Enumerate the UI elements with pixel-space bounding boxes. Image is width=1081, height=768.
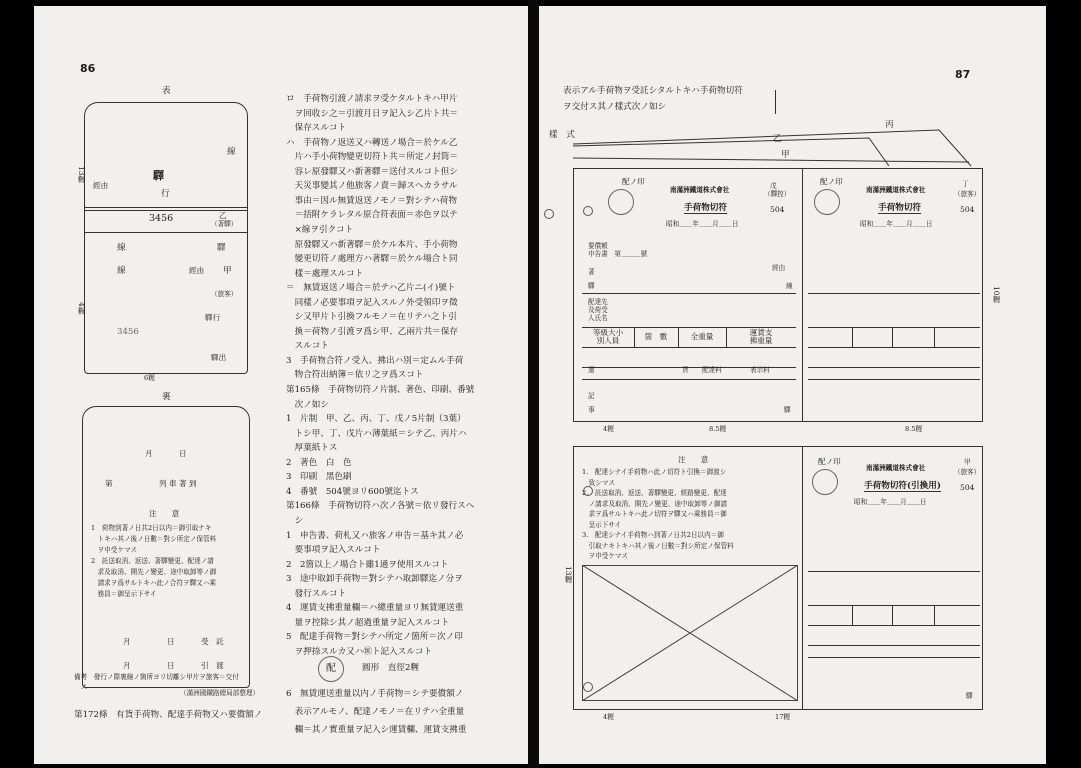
station-label: 驛 xyxy=(784,406,791,414)
text-line: 求及取消、開先ノ變更、途中取卸等ノ御 xyxy=(91,568,217,576)
void-cross xyxy=(582,565,798,701)
dim-label: 4糎 xyxy=(77,302,86,315)
layer-label-kou: 甲 xyxy=(781,150,790,160)
sender-mark: （著驛） xyxy=(211,220,238,228)
text-line: 容レ原發驛又ハ新著驛＝送付スルコト但シ xyxy=(286,166,458,177)
field-label: 人氏名 xyxy=(588,314,608,322)
style-label: 樣 式 xyxy=(549,130,575,140)
text-line: 2. 託送取消、返送、著驛變更、經路變更、配達 xyxy=(582,489,727,497)
page-number: 86 xyxy=(80,62,96,75)
text-line: スルコト xyxy=(286,341,329,352)
text-line: 求ヲ爲サルトキハ此ノ切符ヲ驛又ハ乘務員＝御 xyxy=(582,510,727,518)
page-number: 87 xyxy=(955,68,971,81)
footnote-line: ス xyxy=(74,683,88,691)
remarks-label: 記 xyxy=(588,392,595,400)
field-label: 線 xyxy=(786,282,793,290)
text-line: 3 印刷 黑色刷 xyxy=(286,472,352,483)
punch-hole xyxy=(583,486,593,496)
form-line-label: 線 xyxy=(227,147,236,157)
stamp-circle xyxy=(318,656,344,682)
fare-label: 運 xyxy=(588,366,595,374)
ticket-date: 昭和＿＿年＿＿月＿＿日 xyxy=(860,220,933,228)
kou-label: 甲 xyxy=(964,458,971,466)
field-label: 經由 xyxy=(772,264,786,272)
receipt-month: 月 xyxy=(123,637,131,646)
layered-sheets xyxy=(539,6,1046,176)
copy-mark: （驛控） xyxy=(764,190,791,198)
text-line: 物合符出納簿＝依リ之ヲ爲スコト xyxy=(286,370,424,381)
punch-hole xyxy=(583,206,593,216)
text-line: 2 著色 白 色 xyxy=(286,457,352,468)
ticket-number: 504 xyxy=(770,205,785,214)
ticket-number: 3456 xyxy=(149,213,174,224)
form-station-label: 驛 xyxy=(217,243,226,253)
text-line: 4 番號 504號ヨリ600號迄トス xyxy=(286,486,419,497)
notice-title: 注 意 xyxy=(149,509,180,518)
item6-line: 表示アルモノ、配達ノモノ＝在リテハ全重量 xyxy=(286,707,465,717)
ticket-date: 昭和＿＿年＿＿月＿＿日 xyxy=(666,220,739,228)
ticket-bottom xyxy=(573,446,983,710)
display-fee-label: 表示料 xyxy=(750,366,770,374)
text-line: 5 配達手荷物＝對シテハ所定ノ箇所＝次ノ印 xyxy=(286,632,463,643)
col-count: 箇 數 xyxy=(644,332,668,341)
text-line: 樣＝處理スルコト xyxy=(286,268,364,279)
col-weight: 全重量 xyxy=(690,332,714,341)
item6-line: 6 無賃運送重量以内ノ手荷物＝シテ要償額ノ xyxy=(286,689,464,699)
form-station: 驛 xyxy=(153,169,164,182)
company-name: 南滿洲鐵道株式會社 xyxy=(670,186,730,194)
book-gutter xyxy=(528,0,539,768)
text-line: 片ハ手小荷物變更切符ト共＝所定ノ封筒＝ xyxy=(286,152,458,163)
back-day: 日 xyxy=(179,449,187,458)
text-line: シ又甲片ト引換フルモノ＝在リテハ之ト引 xyxy=(286,312,457,323)
text-line: 3 手荷物合符ノ受入、拂出ハ別＝定ムル手荷 xyxy=(286,355,464,366)
company-name: 南滿洲鐵道株式會社 xyxy=(866,186,926,194)
form-line-label: 線 xyxy=(117,243,126,253)
text-line: ヲ申受ケマス xyxy=(91,546,138,554)
text-line: 1 荷物到著ノ日共2日以内＝御引取ナキ xyxy=(91,524,212,532)
delivery-label: 引 渡 xyxy=(201,661,224,670)
form-front xyxy=(84,102,248,374)
text-line: ノ請求及取消、開先ノ變更、途中取卸等ノ御請 xyxy=(582,499,728,508)
front-label: 表 xyxy=(162,86,171,96)
text-line: 換＝荷物ノ引渡ヲ爲シ甲、乙兩片共＝保存 xyxy=(286,326,458,337)
ticket-number: 504 xyxy=(960,483,975,492)
seal-circle xyxy=(812,469,838,495)
text-line: 原發驛又ハ新著驛＝於ケル本片、手小荷物 xyxy=(286,239,458,250)
col-class: 等級大小 別人員 xyxy=(592,328,624,345)
left-page xyxy=(34,6,528,764)
dim-label: 13糎 xyxy=(564,566,573,584)
car-arrival-label: 列 車 著 到 xyxy=(159,479,197,488)
fare-label: 賃 xyxy=(682,366,689,374)
text-line: ヲ回收シ之＝引渡月日ヲ記入シ乙片ト共＝ xyxy=(286,108,458,119)
field-label: 申告書 第＿＿＿號 xyxy=(588,250,648,258)
form-issued: 驛出 xyxy=(211,353,227,362)
dim-label: 6糎 xyxy=(144,374,155,382)
text-line: シ xyxy=(286,515,304,526)
dim-label: 13糎 xyxy=(77,166,86,184)
header-line: ヲ交付ス其ノ樣式次ノ如シ xyxy=(563,102,667,112)
text-line: 保存スルコト xyxy=(286,123,347,134)
seal-circle xyxy=(814,189,840,215)
text-line: 天災事變其ノ他旅客ノ責＝歸スヘカラサル xyxy=(286,181,458,192)
field-label: 配達先 xyxy=(588,298,608,306)
form-back xyxy=(82,406,250,688)
company-name: 南滿洲鐵道株式會社 xyxy=(866,464,926,472)
seal-circle xyxy=(608,189,634,215)
back-label: 裏 xyxy=(162,392,171,402)
dim-label: 8.5糎 xyxy=(905,425,923,433)
text-line: ロ 手荷物引渡ノ請求ヲ受ケタルトキハ甲片 xyxy=(286,94,458,104)
form-via: 經由 xyxy=(93,181,109,190)
text-line: ヲ押捺スルカ又ハ㊩ト記入スルコト xyxy=(286,646,433,657)
punch-hole xyxy=(583,682,593,692)
otsu-mark: 乙 xyxy=(219,211,227,220)
seal-label: 配ノ印 xyxy=(820,177,843,186)
text-line: 1 申告書、荷札又ハ旅客ノ申告＝基キ其ノ必 xyxy=(286,530,464,541)
ticket-number: 504 xyxy=(960,205,975,214)
receipt-day: 日 xyxy=(167,637,175,646)
text-line: 第165條 手荷物切符ノ片制、著色、印刷、番號 xyxy=(286,385,475,395)
dim-label: 4糎 xyxy=(603,425,614,433)
field-label: 著 xyxy=(588,268,595,276)
text-line: 厚葉紙トス xyxy=(286,443,338,454)
car-no-label: 第 xyxy=(105,479,113,488)
ticket-title: 手荷物切符 xyxy=(684,203,727,213)
field-label: 要償額 xyxy=(588,242,608,250)
form-via: 經由 xyxy=(189,266,205,275)
text-line: 引取ナキトキハ其ノ後ノ日數＝對シ所定ノ保管料 xyxy=(582,541,734,550)
layer-label-bo: 戊 xyxy=(770,182,777,190)
text-line: 請求ヲ爲サルトキハ此ノ合符ヲ驛又ハ乘 xyxy=(91,579,216,587)
text-line: ＝括附ケラレタル原合符表面＝赤色ヲ以テ xyxy=(286,210,458,221)
field-label: 驛 xyxy=(588,282,595,290)
text-line: ＝ 無賃返送ノ場合＝於テハ乙片ニ(イ)號ト xyxy=(286,283,456,294)
text-line: 1. 配達シナイ手荷物ハ此ノ切符ト引換＝御渡シ xyxy=(582,468,727,476)
text-line: 1 片制 甲、乙、丙、丁、戊ノ5片制（3葉） xyxy=(286,414,466,425)
item6-line: 欄＝其ノ實重量ヲ記入シ運賃欄、運賃支拂重 xyxy=(286,725,467,735)
text-line: 務員＝御呈示下サイ xyxy=(91,590,157,598)
form-line-label: 線 xyxy=(117,266,126,276)
text-line: 呈示下サイ xyxy=(582,520,622,529)
text-line: トキハ其ノ後ノ日數＝對シ所定ノ保管料 xyxy=(91,535,217,543)
footnote-line: （滿洲國鐵路總局部整理） xyxy=(180,689,260,697)
text-line: 量ヲ控除シ其ノ超過重量ヲ記入スルコト xyxy=(286,617,450,628)
text-line: ヲ申受ケマス xyxy=(582,552,629,560)
field-label: 及荷受 xyxy=(588,306,608,314)
article-172: 第172條 有貨手荷物、配達手荷物又ハ要償額ノ xyxy=(74,710,263,720)
receipt-label: 受 託 xyxy=(201,637,224,646)
text-line: 變更切符ノ處理方ハ著驛＝於ケル場合ト同 xyxy=(286,254,458,265)
seal-label: 配ノ印 xyxy=(818,457,841,466)
delivery-month: 月 xyxy=(123,661,131,670)
back-month: 月 xyxy=(145,449,153,458)
kou-mark: 甲 xyxy=(223,266,232,276)
text-line: 第166條 手荷物切符ハ次ノ各號＝依リ發行スヘ xyxy=(286,501,475,512)
seal-label: 配ノ印 xyxy=(622,177,645,186)
text-line: ×線ヲ引クコト xyxy=(286,224,354,235)
text-line: 致シマス xyxy=(582,478,615,487)
text-line: 要事項ヲ記入スルコト xyxy=(286,545,381,556)
header-line: 表示アル手荷物ヲ受託シタルトキハ手荷物切符 xyxy=(563,86,743,96)
dim-label: 17糎 xyxy=(775,713,790,721)
text-line: 次ノ如シ xyxy=(286,399,329,410)
text-line: 2 託送取消、返送、著驛變更、配達ノ請 xyxy=(91,557,214,565)
notice-title: 注 意 xyxy=(678,455,709,464)
right-page xyxy=(539,6,1046,764)
stamp-caption: 圓形 直徑2糎 xyxy=(362,663,420,673)
form-dest: 驛行 xyxy=(205,313,221,322)
text-line: トシ甲、丁、戊片ハ薄葉紙＝シテ乙、丙片ハ xyxy=(286,428,467,439)
text-line: 4 運賃支拂重量欄＝ハ總重量ヨリ無賃運送重 xyxy=(286,603,464,614)
station-label: 驛 xyxy=(966,692,973,700)
ticket-title: 手荷物切符 xyxy=(878,203,921,213)
col-fare-weight: 運賃支 拂重量 xyxy=(749,328,773,345)
text-line: 發行スルコト xyxy=(286,588,347,599)
stamp-char: 配 xyxy=(326,663,336,674)
ticket-title: 手荷物切符(引換用) xyxy=(864,481,941,491)
form-dest: 行 xyxy=(161,189,170,199)
remarks-label: 事 xyxy=(588,406,595,414)
layer-label-tei: 丁 xyxy=(962,180,969,188)
passenger-mark: （旅客） xyxy=(211,290,238,298)
layer-label-otsu: 乙 xyxy=(773,134,782,144)
text-line: 3. 配達シナイ手荷物ハ到著ノ日共2日以内＝御 xyxy=(582,531,724,539)
ticket-number-faded: 3456 xyxy=(117,327,139,337)
copy-mark: （旅客） xyxy=(954,468,981,476)
dim-label: 8.5糎 xyxy=(709,425,727,433)
text-line: 2 2箇以上ノ場合ト雖1通ヲ使用スルコト xyxy=(286,559,449,570)
ticket-date: 昭和＿＿年＿＿月＿＿日 xyxy=(854,498,927,506)
text-line: 3 途中取卸手荷物＝對シテハ取卸驛迄ノ分ヲ xyxy=(286,574,463,585)
delivery-fee-label: 配達料 xyxy=(702,366,722,374)
dim-label: 4糎 xyxy=(603,713,614,721)
dim-label: 10糎 xyxy=(992,286,1001,304)
ticket-top xyxy=(573,168,983,422)
footnote-line: 備考 發行ノ際裏線ノ箇所ヨリ切離シ甲片ヲ旅客＝交付 xyxy=(74,673,239,681)
text-line: ハ 手荷物ノ返送又ハ轉送ノ場合＝於ケル乙 xyxy=(286,137,458,148)
text-line: 同樣ノ必要事項ヲ記入スルノ外受領印ヲ徵 xyxy=(286,297,458,308)
text-line: 事由＝因ル無賃返送ノモノ＝對シテハ荷物 xyxy=(286,195,457,206)
layer-label-hei: 丙 xyxy=(885,120,894,130)
delivery-day: 日 xyxy=(167,661,175,670)
copy-mark: （旅客） xyxy=(954,190,981,198)
